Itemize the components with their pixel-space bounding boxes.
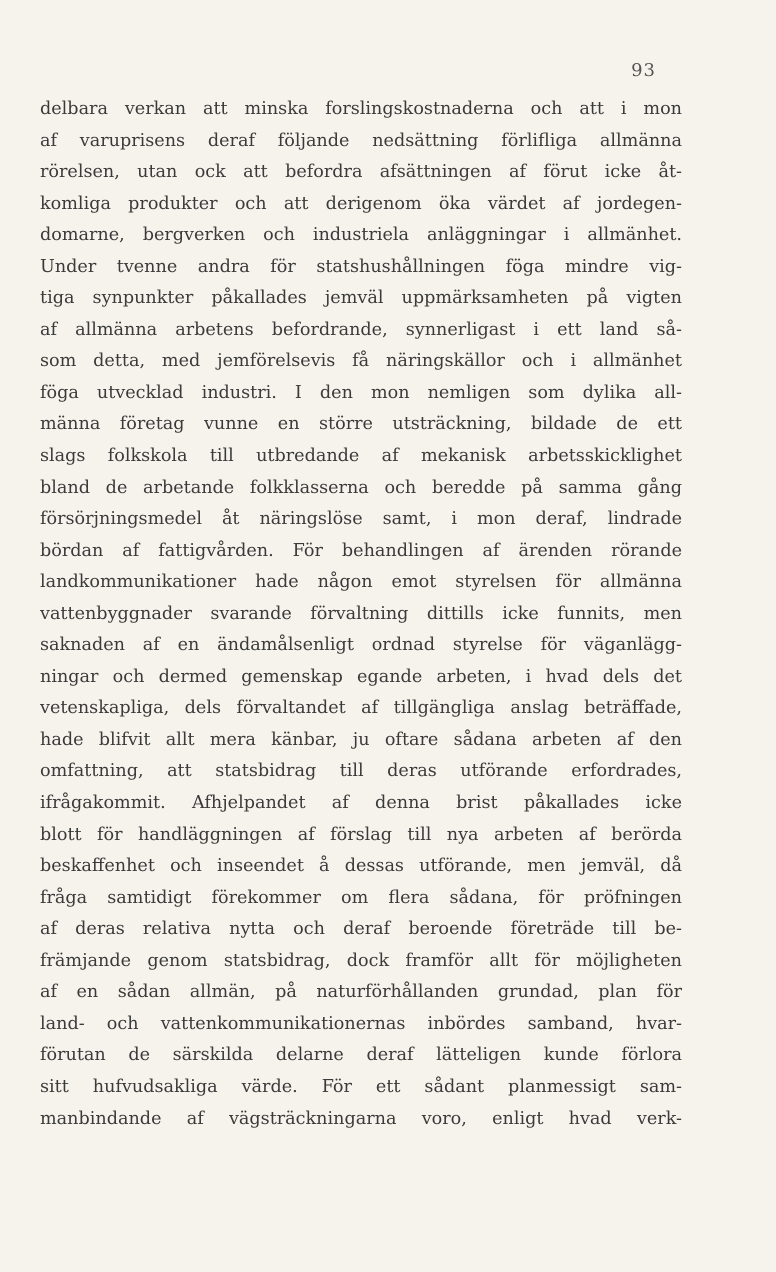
text-line: manbindande af vägsträckningarna voro, enligt hvad verk- <box>40 1108 682 1129</box>
text-line: delbara verkan att minska forslingskostnaderna och att i mon <box>40 99 682 119</box>
text-line: ifrågakommit. Afhjelpandet af denna brist påkallades icke <box>40 793 682 814</box>
text-line: föga utvecklad industri. I den mon nemligen som dylika all- <box>40 382 682 403</box>
text-line: hade blifvit allt mera känbar, ju oftare sådana arbeten af den <box>40 729 682 750</box>
text-line: blott för handläggningen af förslag till nya arbeten af berörda <box>40 824 682 845</box>
text-line: af deras relativa nytta och deraf beroende företräde till be- <box>40 919 682 940</box>
text-line: främjande genom statsbidrag, dock framför allt för möjligheten <box>40 950 682 971</box>
text-line: vattenbyggnader svarande förvaltning dittills icke funnits, men <box>40 603 682 624</box>
text-line: rörelsen, utan ock att befordra afsättningen af förut icke åt- <box>40 162 682 183</box>
text-line: bland de arbetande folkklasserna och beredde på samma gång <box>40 477 682 498</box>
text-line: slags folkskola till utbredande af mekanisk arbetsskicklighet <box>40 446 682 467</box>
text-line: männa företag vunne en större utsträckning, bildade de ett <box>40 414 682 435</box>
page-number: 93 <box>631 60 656 81</box>
text-line: af varuprisens deraf följande nedsättning förlifliga allmänna <box>40 130 682 151</box>
text-line: tiga synpunkter påkallades jemväl uppmärksamheten på vigten <box>40 288 682 309</box>
text-line: förutan de särskilda delarne deraf lätteligen kunde förlora <box>40 1045 682 1066</box>
text-line: beskaffenhet och inseendet å dessas utförande, men jemväl, då <box>40 856 682 877</box>
text-line: saknaden af en ändamålsenligt ordnad styrelse för väganlägg- <box>40 635 682 656</box>
text-line: ningar och dermed gemenskap egande arbeten, i hvad dels det <box>40 666 682 687</box>
text-line: domarne, bergverken och industriela anläggningar i allmänhet. <box>40 225 682 246</box>
text-line: af en sådan allmän, på naturförhållanden grundad, plan för <box>40 982 682 1003</box>
text-line: försörjningsmedel åt näringslöse samt, i mon deraf, lindrade <box>40 509 682 530</box>
text-line: Under tvenne andra för statshushållningen föga mindre vig- <box>40 256 682 277</box>
text-line: bördan af fattigvården. För behandlingen af ärenden rörande <box>40 540 682 561</box>
text-line: fråga samtidigt förekommer om flera sådana, för pröfningen <box>40 887 682 908</box>
text-line: omfattning, att statsbidrag till deras utförande erfordrades, <box>40 761 682 782</box>
text-line: landkommunikationer hade någon emot styrelsen för allmänna <box>40 572 682 593</box>
text-line: komliga produkter och att derigenom öka värdet af jordegen- <box>40 193 682 214</box>
body-text <box>40 94 682 1135</box>
text-line: sitt hufvudsakliga värde. För ett sådant planmessigt sam- <box>40 1076 682 1097</box>
text-line: som detta, med jemförelsevis få näringskällor och i allmänhet <box>40 351 682 372</box>
text-line: af allmänna arbetens befordrande, synnerligast i ett land så- <box>40 319 682 340</box>
text-line: vetenskapliga, dels förvaltandet af tillgängliga anslag beträffade, <box>40 698 682 719</box>
text-line: land- och vattenkommunikationernas inbördes samband, hvar- <box>40 1013 682 1034</box>
